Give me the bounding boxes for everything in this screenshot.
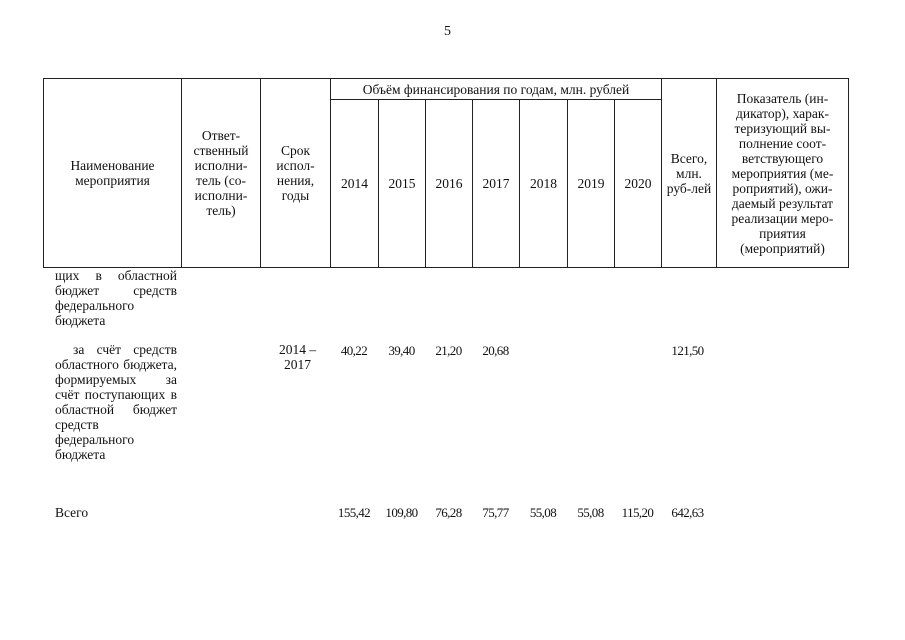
row-name-regional-funds: за счёт средств областного бюджета, формируемых за счёт поступающих в областной бюджет средств федерального бюджета: [55, 342, 177, 462]
total-value-2014: 155,42: [337, 505, 371, 520]
year-header: 2019: [568, 100, 615, 268]
total-value-2020: 115,20: [621, 505, 654, 520]
year-header: 2020: [615, 100, 662, 268]
row-name-continued: щих в областной бюджет средств федерального бюджета: [55, 268, 177, 328]
header-table: [43, 78, 849, 268]
row-term: 2014 – 2017: [278, 342, 317, 372]
col-header-indicator: Показатель (ин-дикатор), харак-теризующий вы-полнение соот-ветствующего мероприятия (ме-роприятий), ожи-даемый результат реализации меро-приятия (мероприятий): [717, 79, 849, 268]
col-header-total: Всего, млн. руб-лей: [662, 79, 717, 268]
col-header-term: Срок испол-нения, годы: [261, 79, 331, 268]
total-value-2016: 76,28: [435, 505, 462, 520]
year-header: 2017: [473, 100, 520, 268]
row-value-2014: 40,22: [340, 343, 368, 358]
total-value-all: 642,63: [671, 505, 704, 520]
total-value-2019: 55,08: [577, 505, 604, 520]
total-value-2018: 55,08: [529, 505, 557, 520]
col-header-name: Наименование мероприятия: [44, 79, 182, 268]
page-number: 5: [444, 24, 451, 39]
row-value-2015: 39,40: [388, 343, 415, 358]
year-header: 2018: [520, 100, 568, 268]
total-row-label: Всего: [55, 505, 89, 520]
total-value-2015: 109,80: [385, 505, 418, 520]
year-header: 2016: [426, 100, 473, 268]
row-value-2016: 21,20: [435, 343, 462, 358]
year-header: 2014: [331, 100, 379, 268]
year-header: 2015: [379, 100, 426, 268]
row-total: 121,50: [671, 343, 704, 358]
col-header-funding-group: Объём финансирования по годам, млн. рублей: [331, 79, 662, 100]
col-header-executor: Ответ-ственный исполни-тель (со-исполни-тель): [182, 79, 261, 268]
total-value-2017: 75,77: [482, 505, 509, 520]
row-value-2017: 20,68: [482, 343, 509, 358]
